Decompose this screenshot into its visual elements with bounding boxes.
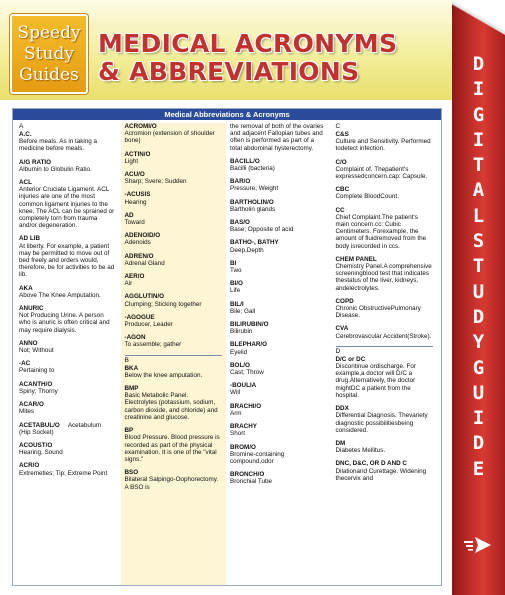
entry-definition: Arm — [230, 409, 242, 417]
book-title — [98, 30, 397, 86]
entry-term: BAR/O — [230, 178, 251, 186]
spine-letter: G — [472, 356, 485, 379]
glossary-entry — [230, 260, 328, 274]
glossary-entry — [336, 356, 434, 399]
glossary-entry — [125, 151, 223, 165]
glossary-entry — [336, 325, 434, 339]
glossary-entry — [19, 360, 117, 374]
glossary-entry — [125, 191, 223, 205]
speed-arrow-icon — [464, 536, 492, 554]
glossary-entry — [19, 401, 117, 415]
entry-definition: Two — [230, 267, 242, 275]
spine-letter: T — [472, 154, 485, 177]
entry-definition: To assemble; gather — [124, 341, 182, 349]
page-curl — [452, 0, 505, 36]
entry-definition: Toward — [124, 219, 145, 227]
entry-term: DM — [335, 439, 346, 447]
entry-definition: At liberty. For example, a patient may be permitted to move out of bed freely and orders would, therefore, be for activities to be ad lib. — [19, 242, 115, 279]
entry-term: BOL/O — [230, 361, 250, 369]
glossary-entry — [230, 341, 328, 355]
entry-definition: Below the knee amputation. — [124, 371, 203, 379]
entry-term: BRACHI/O — [230, 402, 262, 410]
glossary-entry — [19, 462, 117, 476]
cover-header — [0, 0, 452, 100]
glossary-entry — [336, 405, 434, 434]
entry-term: C&S — [335, 131, 349, 138]
entry-term: -AGOGUE — [124, 313, 155, 321]
entry-definition: Adrenal Gland — [124, 259, 165, 267]
section-letter: B — [124, 356, 129, 364]
glossary-entry — [336, 440, 434, 454]
preview-card — [12, 108, 442, 586]
entry-definition: Cast; Throw — [230, 369, 264, 377]
entry-definition: Albumin to Globulin Ratio. — [19, 165, 92, 173]
section-letter: D — [335, 347, 341, 355]
entry-definition: Producer, Leader — [124, 321, 173, 329]
entry-term: ACTIN/O — [124, 150, 151, 158]
entry-term: BAS/O — [230, 219, 250, 227]
column-2 — [121, 123, 227, 586]
spine-letter: U — [472, 381, 485, 404]
glossary-entry — [125, 273, 223, 287]
entry-definition: Will — [230, 389, 241, 397]
entry-term: -BOULIA — [230, 382, 257, 390]
card-columns — [13, 120, 441, 586]
entry-definition: Bilateral Salpingo-Oophorectomy. A BSO is — [124, 476, 219, 491]
entry-definition: the removal of both of the ovaries and adjacent Fallopian tubes and often is performed as part of a total abdominal hysterectomy. — [230, 123, 324, 152]
entry-term: ACROMI/O — [124, 123, 157, 130]
entry-term: -AC — [19, 360, 31, 368]
glossary-entry — [125, 334, 223, 348]
section-letter: C — [335, 123, 341, 130]
entry-term: ACU/O — [124, 171, 145, 179]
spine-letter: E — [472, 457, 485, 480]
glossary-entry — [230, 219, 328, 233]
entry-term: CC — [335, 206, 345, 214]
section-divider — [336, 346, 434, 347]
glossary-entry — [125, 469, 223, 491]
spine-letter: T — [472, 255, 485, 278]
glossary-entry — [125, 253, 223, 267]
card-header: Medical Abbreviations & Acronyms — [13, 109, 441, 120]
glossary-entry — [230, 199, 328, 213]
glossary-entry — [125, 385, 223, 421]
entry-definition: Discontinue ordischarge. For example,a doctor will D/C a drug.Alternatively, the doctor mightDC a patient from the hospital. — [335, 363, 416, 399]
entry-term: AKA — [19, 284, 33, 292]
glossary-entry — [19, 381, 117, 395]
entry-term: BRACHY — [230, 423, 257, 431]
entry-term: C/O — [335, 158, 347, 166]
entry-term: BMP — [124, 385, 139, 393]
entry-definition: Deep,Depth — [230, 246, 264, 254]
entry-term-inline-def: Acetabulum — [67, 421, 102, 429]
glossary-entry — [336, 256, 434, 292]
spine-letter: L — [472, 204, 485, 227]
entry-definition: (Hip Socket) — [19, 428, 54, 436]
entry-term: COPD — [335, 297, 354, 305]
entry-definition: Hearing — [124, 198, 147, 206]
entry-term: ACR/O — [19, 462, 40, 470]
glossary-entry — [19, 305, 117, 334]
entry-definition: Not; Without — [19, 347, 54, 355]
entry-term: DNC, D&C, OR D AND C — [335, 460, 407, 468]
speedy-study-guides-logo — [10, 14, 88, 94]
glossary-entry — [125, 123, 223, 145]
glossary-entry — [125, 365, 223, 379]
glossary-entry — [19, 159, 117, 173]
entry-term: ADENOID/O — [124, 232, 161, 240]
entry-term: A.C. — [19, 131, 32, 138]
glossary-entry — [336, 460, 434, 482]
glossary-entry — [19, 131, 117, 153]
glossary-entry — [230, 178, 328, 192]
entry-definition: Spiny; Thorny — [19, 387, 58, 395]
entry-definition: Bartholin glands — [230, 205, 276, 213]
entry-definition: Life — [230, 287, 241, 295]
entry-definition: Chemistry Panel.A comprehensive screeningblood test that indicates thestatus of the liver, kidneys, andelectrolytes. — [335, 263, 432, 292]
entry-term: ADREN/O — [124, 252, 154, 260]
entry-definition: Pertaining to — [19, 367, 55, 375]
entry-term: BROM/O — [230, 443, 256, 451]
entry-term: AD LIB — [19, 235, 40, 243]
entry-term: BI — [230, 259, 237, 267]
entry-definition: Extremeties; Tip; Extreme Point — [19, 469, 108, 477]
entry-definition: Basic Metabolic Panel. Electrolytes (potassium, sodium, carbon dioxide, and chloride) and creatinine and glucose. — [124, 392, 218, 421]
entry-term: BP — [124, 427, 134, 435]
entry-definition: Chronic ObstructivePulmonary Disease. — [335, 305, 421, 320]
entry-definition: Dilationand Curettage. Widening thecervix and — [335, 467, 427, 482]
entry-definition: Eyelid — [230, 348, 248, 356]
glossary-entry — [230, 280, 328, 294]
spine-letter: D — [472, 53, 485, 75]
entry-term: BI/O — [230, 280, 243, 288]
entry-definition: Mites — [19, 408, 35, 416]
spine-letter: G — [472, 103, 485, 126]
entry-definition: Pressure; Weight — [230, 185, 279, 193]
spine-letter: D — [472, 305, 485, 328]
entry-term: BIL/I — [230, 300, 244, 308]
glossary-entry — [19, 442, 117, 456]
entry-term: BSO — [124, 469, 139, 477]
glossary-entry — [230, 471, 328, 485]
entry-definition: Bile; Gall — [230, 307, 256, 315]
entry-term: ACL — [19, 179, 32, 187]
entry-definition: Blood Pressure. Blood pressure is recorded as part of the physical examination. It is one of the "vital signs." — [124, 434, 220, 463]
entry-term: ACANTH/O — [19, 380, 53, 388]
entry-term: CVA — [335, 325, 349, 333]
column-1 — [19, 123, 121, 586]
entry-definition: Bronchial Tube — [230, 478, 273, 486]
column-3 — [226, 123, 332, 586]
entry-definition: Sharp; Svere; Sudden — [124, 178, 187, 186]
glossary-entry — [125, 314, 223, 328]
spine-letter: I — [472, 407, 485, 430]
entry-definition: Cerebrovascular Accident(Stroke). — [335, 332, 432, 340]
entry-definition: Light — [124, 157, 139, 165]
spine-letter: D — [472, 432, 485, 455]
entry-term: -AGON — [124, 334, 146, 342]
title-line-2: & ABBREVIATIONS — [98, 57, 360, 86]
entry-term: ANNO — [19, 339, 38, 347]
glossary-entry — [230, 321, 328, 335]
entry-definition: Acromion (extension of shoulder bone) — [124, 130, 215, 145]
glossary-entry — [125, 171, 223, 185]
logo-line-1: Speedy — [17, 22, 81, 43]
glossary-entry — [230, 239, 328, 253]
glossary-entry — [230, 123, 328, 152]
entry-term: ACOUST/O — [19, 441, 53, 449]
glossary-entry — [19, 235, 117, 278]
entry-term: D/C or DC — [335, 355, 366, 363]
glossary-entry — [336, 186, 434, 200]
entry-term: ANURIC — [19, 305, 44, 313]
glossary-entry — [19, 422, 117, 436]
spine-title — [452, 52, 505, 482]
book-spine — [452, 0, 505, 595]
entry-term: BATHO-, BATHY — [230, 239, 279, 247]
entry-term: ACAR/O — [19, 401, 44, 409]
glossary-entry — [230, 382, 328, 396]
glossary-entry — [336, 131, 434, 153]
spine-letter: U — [472, 280, 485, 303]
glossary-entry — [125, 212, 223, 226]
section-divider — [125, 355, 223, 356]
glossary-entry — [230, 423, 328, 437]
section-letter: A — [19, 123, 24, 130]
spine-letter: A — [472, 179, 485, 202]
entry-term: AD — [124, 211, 134, 219]
entry-term: BRONCH/O — [230, 471, 265, 479]
logo-line-3: Guides — [19, 64, 79, 85]
glossary-entry — [336, 298, 434, 320]
logo-line-2: Study — [24, 43, 74, 64]
column-4 — [332, 123, 438, 586]
entry-definition: Chief Complaint.The patient's main concern.cc: Cubic Centimeters. Forexample, the amount of fluidremoved from the body isrecorded in ccs. — [335, 213, 427, 250]
entry-term: -ACUSIS — [124, 191, 151, 199]
entry-term — [19, 422, 117, 429]
entry-definition: Clumping; Sticking together — [124, 300, 202, 308]
glossary-entry — [19, 179, 117, 229]
entry-term: AER/O — [124, 273, 145, 281]
glossary-entry — [230, 301, 328, 315]
spine-letter: I — [472, 78, 485, 101]
entry-definition: Bacilli (bacteria) — [230, 165, 275, 173]
spine-letter: S — [472, 230, 485, 253]
entry-term: A/G RATIO — [19, 158, 52, 166]
spine-letter: Y — [472, 331, 485, 354]
entry-definition: Adenoids — [124, 239, 151, 247]
entry-term: BLEPHAR/O — [230, 341, 268, 349]
entry-definition: Differential Diagnosis. Thevariety diagnostic possibilitiesbeing considered. — [335, 412, 428, 434]
entry-term: BKA — [124, 364, 139, 372]
entry-definition: Bromine-containing compound,odor — [230, 450, 285, 465]
entry-definition: Complete BloodCount. — [335, 193, 399, 201]
entry-term: AGGLUTIN/O — [124, 293, 165, 301]
glossary-entry — [125, 232, 223, 246]
entry-term: BARTHOLIN/O — [230, 198, 274, 206]
entry-definition: Air — [124, 280, 133, 288]
glossary-entry — [230, 403, 328, 417]
entry-definition: Diabetes Mellitus. — [335, 447, 386, 455]
entry-definition: Above The Knee Amputation. — [19, 291, 101, 299]
title-line-1: MEDICAL ACRONYMS — [98, 29, 398, 58]
entry-term: DDX — [335, 405, 349, 413]
entry-definition: Anterior Cruciate Ligament. ACL injuries are one of the most common ligament injuries to the knee. The ACL can be sprained or completely torn from trauma and/or degeneration. — [19, 186, 115, 230]
entry-definition: Complaint of. Thepatient's expressedconcern.cap: Capsule. — [335, 165, 428, 181]
entry-term: CBC — [335, 186, 350, 194]
entry-term: BACILL/O — [230, 157, 260, 165]
glossary-entry — [125, 293, 223, 307]
glossary-entry — [230, 362, 328, 376]
glossary-entry — [336, 159, 434, 181]
glossary-entry — [19, 285, 117, 299]
glossary-entry — [125, 427, 223, 463]
glossary-entry — [19, 340, 117, 354]
glossary-entry — [230, 158, 328, 172]
entry-definition: Not Producing Urine. A person who is anuric is often critical and may require dialysis. — [19, 312, 110, 334]
entry-definition: Bilirubin — [230, 328, 253, 336]
entry-term: CHEM PANEL — [335, 255, 377, 263]
entry-definition: Base; Opposite of acid — [230, 226, 294, 234]
glossary-entry — [336, 207, 434, 250]
glossary-entry — [230, 444, 328, 466]
entry-definition: Culture and Sensitivity. Performed todetect infection. — [335, 138, 431, 153]
entry-definition: Hearing, Sound — [19, 449, 63, 457]
spine-letter: I — [472, 128, 485, 151]
entry-definition: Short — [230, 430, 246, 438]
entry-definition: Before meals. As in taking a medicine before meals. — [19, 138, 98, 153]
entry-term-text: ACETABUL/O — [19, 421, 60, 429]
entry-term: BILIRUBIN/O — [230, 321, 269, 329]
